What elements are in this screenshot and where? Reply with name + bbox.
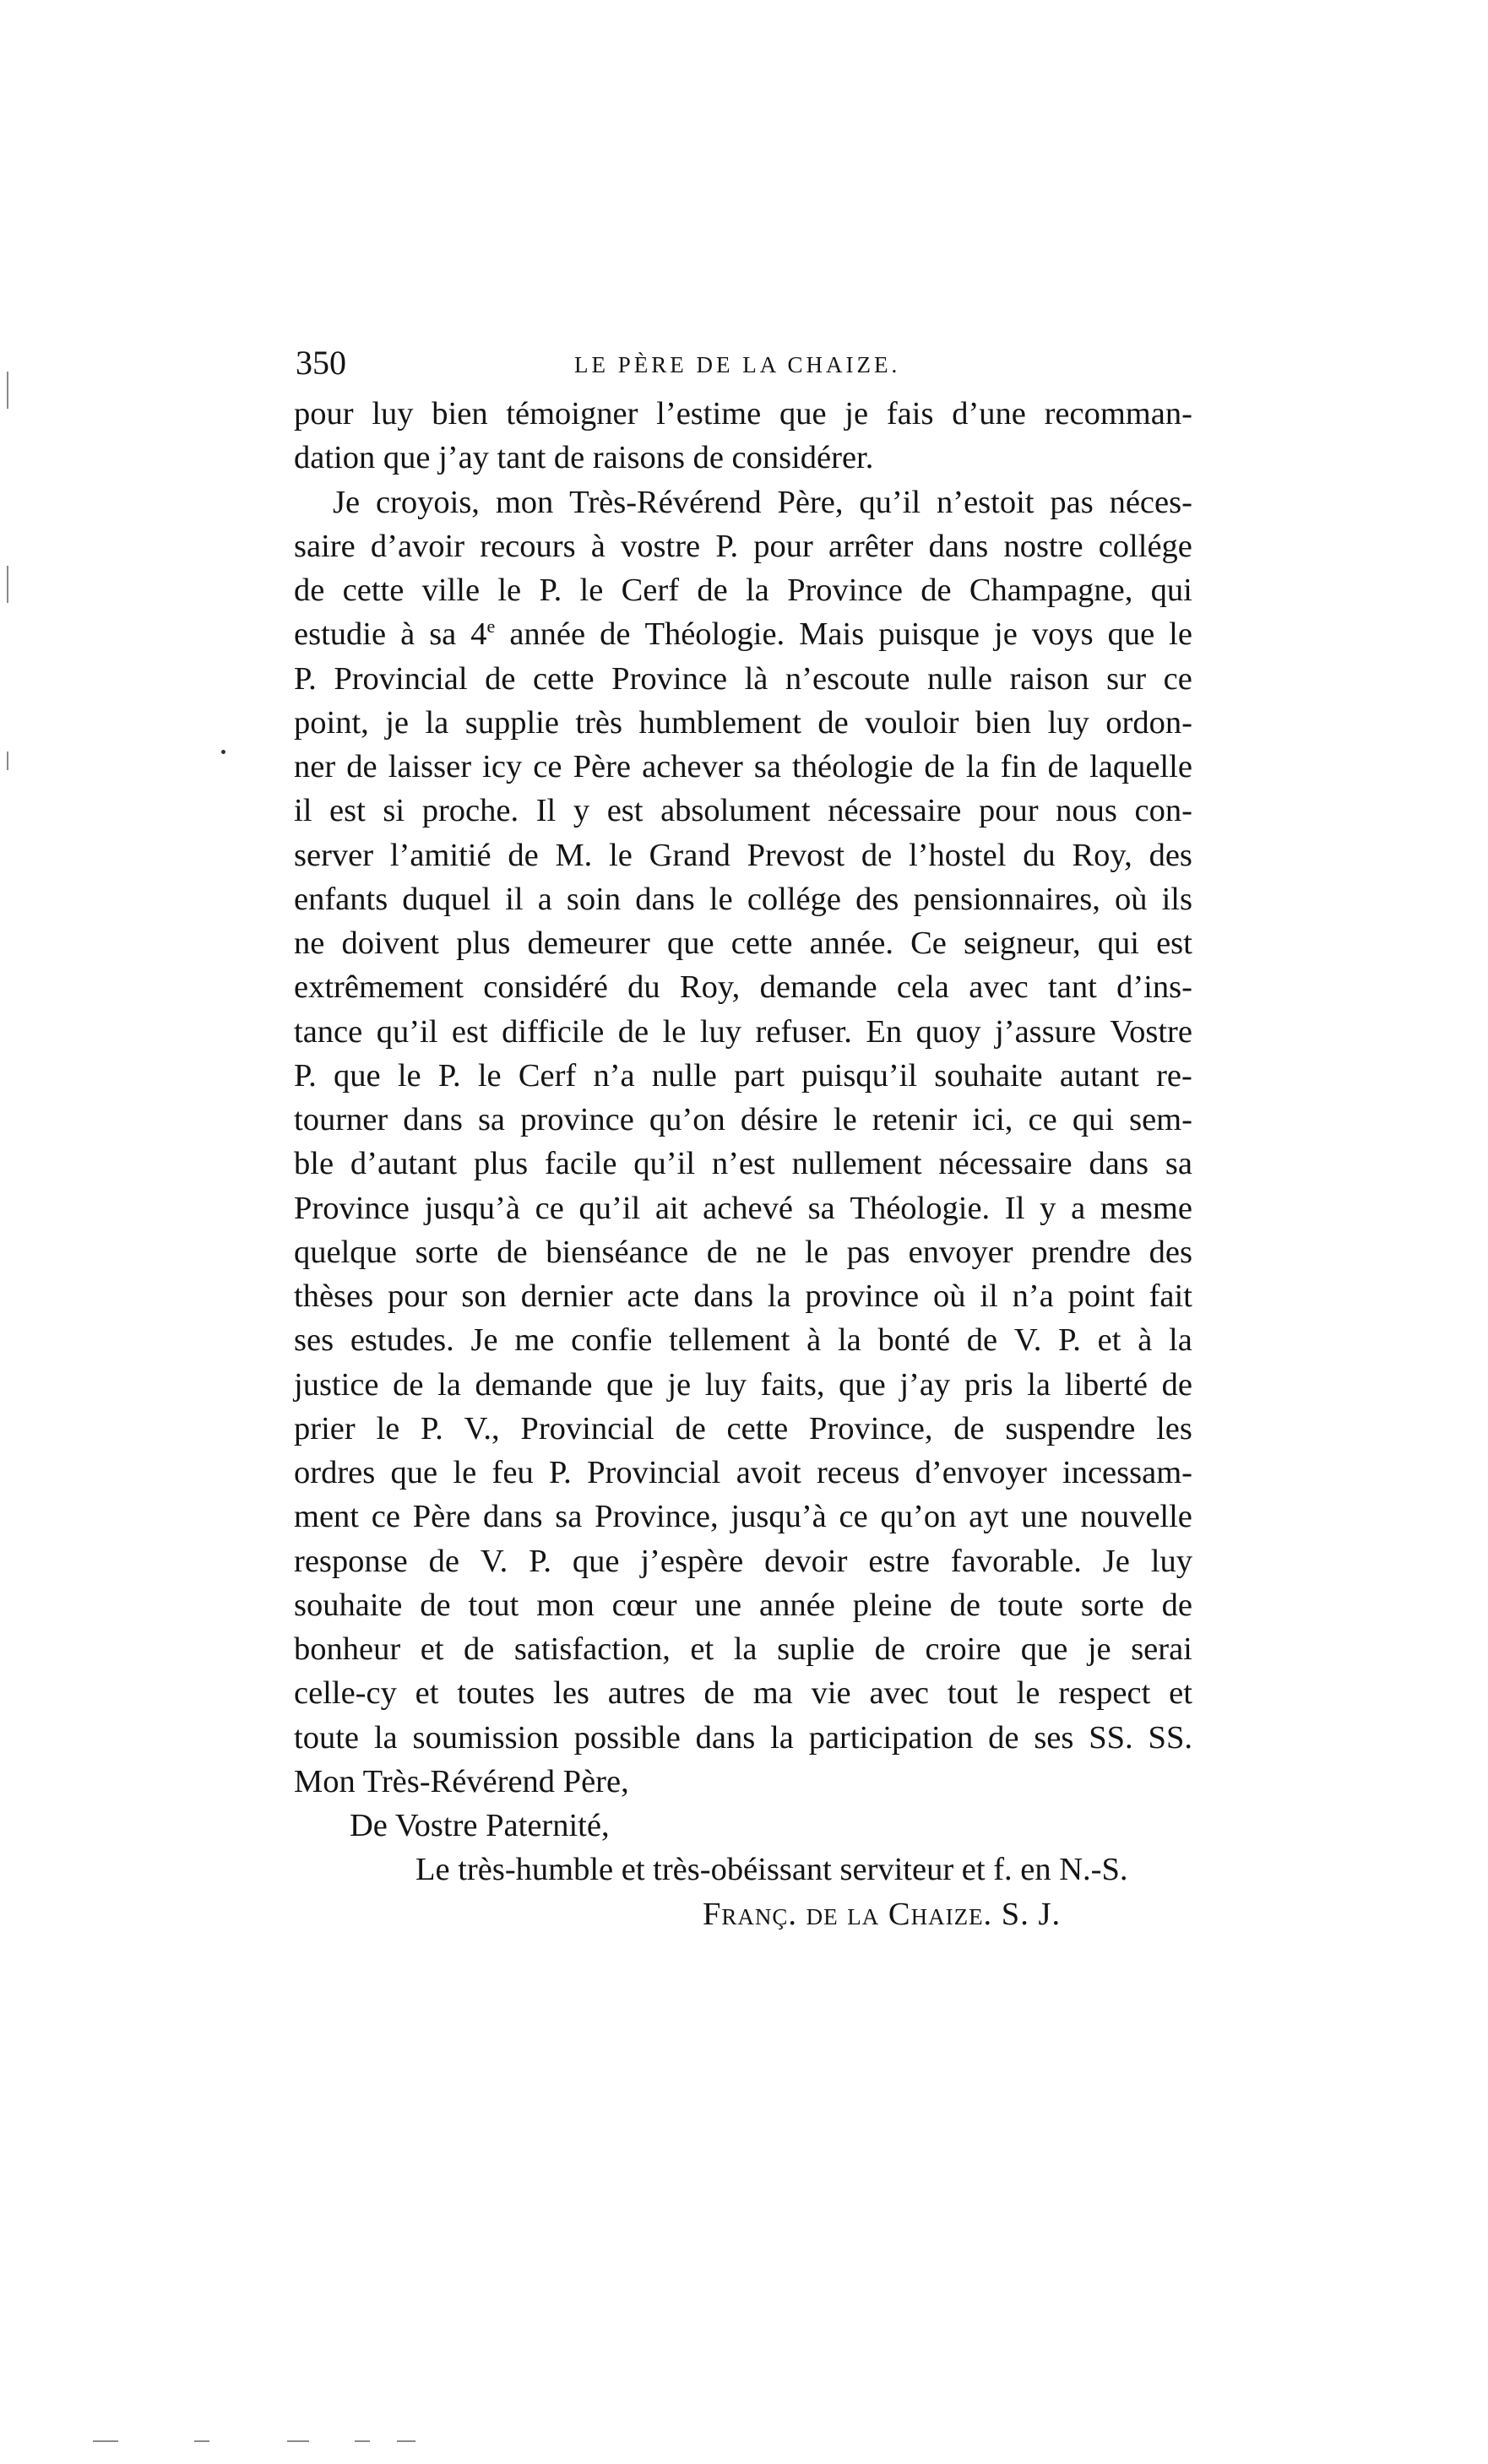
text-line: thèses pour son dernier acte dans la province où il n’a point fait — [294, 1278, 1192, 1314]
text-line: dation que j’ay tant de raisons de considérer. — [294, 440, 874, 476]
text-line: ses estudes. Je me confie tellement à la bonté de V. P. et à la — [294, 1322, 1192, 1359]
text-line: tourner dans sa province qu’on désire le retenir ici, ce qui sem- — [294, 1102, 1192, 1137]
page-number: 350 — [296, 344, 346, 382]
running-title: LE PÈRE DE LA CHAIZE. — [574, 352, 901, 377]
text-line: ne doivent plus demeurer que cette année. Ce seigneur, qui est — [294, 925, 1192, 961]
text-line: P. Provincial de cette Province là n’escoute nulle raison sur ce — [294, 660, 1192, 697]
text-line: P. que le P. le Cerf n’a nulle part puisqu’il souhaite autant re- — [294, 1057, 1192, 1094]
text-line: souhaite de tout mon cœur une année pleine de toute sorte de — [294, 1587, 1192, 1623]
text-line: tance qu’il est difficile de le luy refuser. En quoy j’assure Vostre — [294, 1013, 1192, 1050]
signoff-line: Le très-humble et très-obéissant serviteur et f. en N.-S. — [415, 1852, 1128, 1888]
scan-mark — [287, 2440, 309, 2442]
scan-mark — [355, 2440, 370, 2442]
text-line: enfants duquel il a soin dans le collége des pensionnaires, où ils — [294, 881, 1192, 917]
signature-block — [294, 1760, 1192, 1936]
text-line: quelque sorte de bienséance de ne le pas envoyer prendre des — [294, 1234, 1192, 1270]
text-line: extrêmement considéré du Roy, demande cela avec tant d’ins- — [294, 969, 1192, 1006]
text-line: point, je la supplie très humblement de vouloir bien luy ordon- — [294, 704, 1192, 741]
text-line: ordres que le feu P. Provincial avoit receus d’envoyer incessam- — [294, 1455, 1192, 1490]
text-line: bonheur et de satisfaction, et la suplie de croire que je serai — [294, 1631, 1192, 1667]
text-line: celle-cy et toutes les autres de ma vie avec tout le respect et — [294, 1675, 1192, 1712]
text-line: toute la soumission possible dans la participation de ses SS. SS. — [294, 1719, 1192, 1756]
scan-mark — [93, 2440, 118, 2442]
text-line: ner de laisser icy ce Père achever sa théologie de la fin de laquelle — [294, 749, 1192, 784]
signature-line: Franç. de la Chaize. S. J. — [703, 1896, 1062, 1932]
text-line: Province jusqu’à ce qu’il ait achevé sa Théologie. Il y a mesme — [294, 1190, 1192, 1226]
closing-line: De Vostre Paternité, — [350, 1808, 610, 1843]
scan-mark — [221, 750, 225, 754]
text-line: il est si proche. Il y est absolument nécessaire pour nous con- — [294, 793, 1192, 829]
text-line: ment ce Père dans sa Province, jusqu’à ce qu’on ayt une nouvelle — [294, 1499, 1192, 1535]
text-line: justice de la demande que je luy faits, que j’ay pris la liberté de — [294, 1366, 1192, 1403]
scan-mark — [194, 2440, 209, 2442]
scan-mark — [7, 566, 8, 603]
text-line: de cette ville le P. le Cerf de la Province de Champagne, qui — [294, 573, 1192, 608]
text-line: pour luy bien témoigner l’estime que je fais d’une recomman- — [294, 396, 1192, 431]
text-line: saire d’avoir recours à vostre P. pour arrêter dans nostre collége — [294, 528, 1192, 564]
scan-mark — [397, 2440, 415, 2442]
salutation-line: Mon Très-Révérend Père, — [294, 1763, 629, 1799]
text-line: estudie à sa 4e année de Théologie. Mais puisque je voys que le — [294, 616, 1192, 653]
paragraph-lines — [294, 392, 1192, 1760]
scan-mark — [7, 752, 8, 770]
letter-body — [294, 392, 1192, 1936]
page-header — [296, 339, 1179, 387]
text-line: server l’amitié de M. le Grand Prevost de l’hostel du Roy, des — [294, 837, 1192, 873]
text-line: ble d’autant plus facile qu’il n’est nullement nécessaire dans sa — [294, 1146, 1192, 1182]
text-line: response de V. P. que j’espère devoir estre favorable. Je luy — [294, 1543, 1192, 1579]
text-line: prier le P. V., Provincial de cette Province, de suspendre les — [294, 1410, 1192, 1446]
text-line: Je croyois, mon Très-Révérend Père, qu’il n’estoit pas néces- — [333, 484, 1192, 520]
scan-mark — [7, 372, 8, 409]
